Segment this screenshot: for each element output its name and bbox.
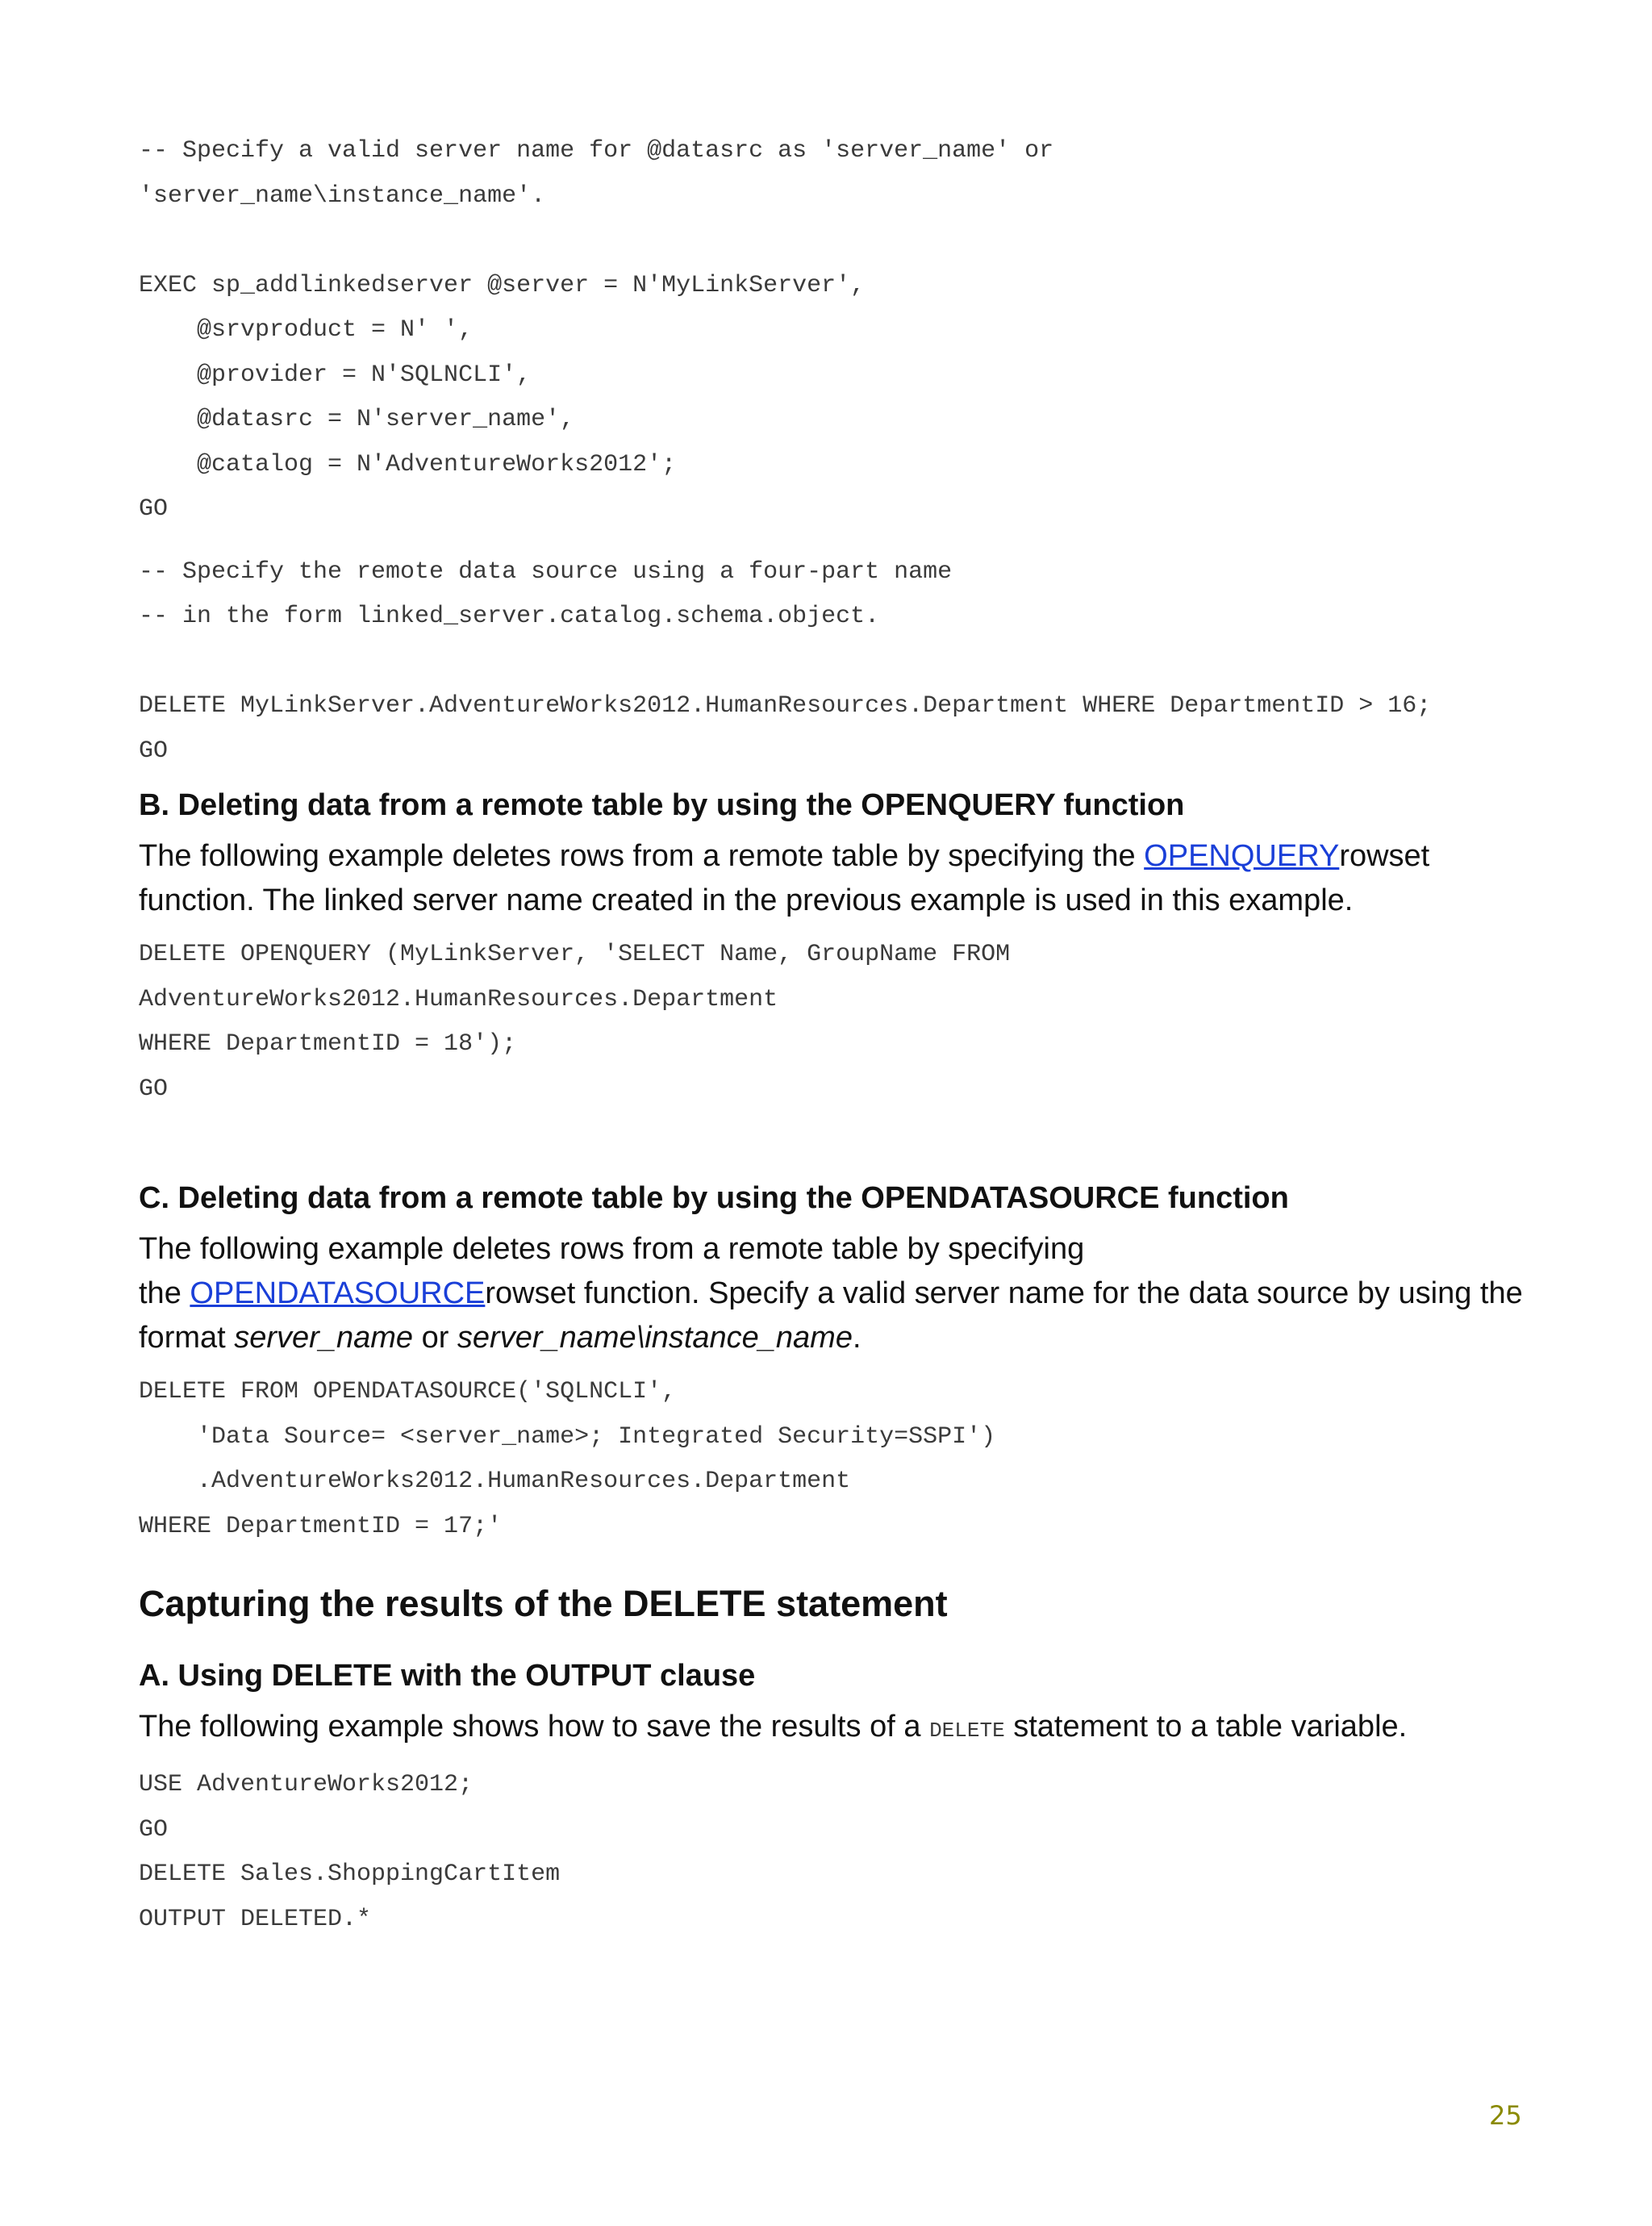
- linked-server-code-line: GO: [139, 495, 169, 523]
- linked-server-code-line: EXEC sp_addlinkedserver @server = N'MyLinkServer',: [139, 271, 866, 299]
- section-b-paragraph: [139, 834, 1526, 923]
- linked-server-code-line: @provider = N'SQLNCLI',: [139, 361, 532, 389]
- section-c-text-or: or: [413, 1321, 457, 1355]
- section-b-text-after: rowset function. The linked server name created in the previous example is used in this example.: [139, 839, 1430, 917]
- section-c-text-after: rowset function. Specify a valid server name for the data source by using the format: [139, 1276, 1523, 1355]
- page-number: 25: [1489, 2100, 1522, 2131]
- linked-server-code-line: @srvproduct = N' ',: [139, 316, 473, 344]
- output-text-after: statement to a table variable.: [1004, 1710, 1408, 1744]
- four-part-code-line: DELETE MyLinkServer.AdventureWorks2012.HumanResources.Department WHERE DepartmentID > 16;: [139, 692, 1432, 720]
- document-page: [139, 129, 1526, 1942]
- opendatasource-link[interactable]: OPENDATASOURCE: [190, 1276, 486, 1310]
- linked-server-code-line: 'server_name\instance_name'.: [139, 182, 546, 210]
- section-c-text-end: .: [852, 1321, 861, 1355]
- section-c-text-line1: The following example deletes rows from a remote table by specifying: [139, 1232, 1085, 1266]
- delete-inline-code: DELETE: [929, 1719, 1005, 1743]
- opendatasource-code-line: 'Data Source= <server_name>; Integrated Security=SSPI'): [139, 1422, 996, 1451]
- openquery-code-line: GO: [139, 1075, 169, 1103]
- output-code-line: GO: [139, 1815, 169, 1844]
- code-block-linked-server: [139, 129, 1526, 532]
- code-block-openquery: [139, 933, 1526, 1112]
- opendatasource-code-line: WHERE DepartmentID = 17;': [139, 1512, 503, 1540]
- section-b-heading: B. Deleting data from a remote table by using the OPENQUERY function: [139, 788, 1185, 822]
- section-c-heading: C. Deleting data from a remote table by using the OPENDATASOURCE function: [139, 1181, 1289, 1215]
- linked-server-code-line: @datasrc = N'server_name',: [139, 406, 575, 433]
- section-b-text-before: The following example deletes rows from a remote table by specifying the: [139, 839, 1145, 873]
- code-block-four-part-delete: [139, 550, 1526, 775]
- output-code-line: DELETE Sales.ShoppingCartItem: [139, 1861, 561, 1888]
- output-code-line: USE AdventureWorks2012;: [139, 1771, 473, 1798]
- opendatasource-code-line: .AdventureWorks2012.HumanResources.Department: [139, 1468, 851, 1495]
- section-c-text-the: the: [139, 1276, 190, 1310]
- server-name-italic: server_name: [234, 1321, 414, 1355]
- four-part-code-line: GO: [139, 737, 169, 765]
- linked-server-code-line: [139, 219, 1526, 264]
- openquery-code-line: DELETE OPENQUERY (MyLinkServer, 'SELECT Name, GroupName FROM: [139, 941, 1011, 968]
- four-part-code-line: -- in the form linked_server.catalog.schema.object.: [139, 603, 880, 630]
- openquery-code-line: AdventureWorks2012.HumanResources.Department: [139, 985, 778, 1013]
- server-instance-italic: server_name\instance_name: [457, 1321, 853, 1355]
- opendatasource-code-line: DELETE FROM OPENDATASOURCE('SQLNCLI',: [139, 1378, 677, 1405]
- section-c-paragraph: [139, 1227, 1526, 1360]
- linked-server-code-line: @catalog = N'AdventureWorks2012';: [139, 450, 677, 478]
- capturing-results-heading: Capturing the results of the DELETE statement: [139, 1583, 948, 1624]
- openquery-link[interactable]: OPENQUERY: [1144, 839, 1340, 873]
- code-block-opendatasource: [139, 1370, 1526, 1549]
- four-part-code-line: -- Specify the remote data source using a four-part name: [139, 558, 953, 586]
- output-code-line: OUTPUT DELETED.*: [139, 1905, 372, 1933]
- linked-server-code-line: -- Specify a valid server name for @datasrc as 'server_name' or: [139, 137, 1054, 165]
- four-part-code-line: [139, 640, 1526, 685]
- code-block-output: [139, 1763, 1526, 1942]
- output-clause-paragraph: [139, 1705, 1526, 1753]
- output-clause-heading: A. Using DELETE with the OUTPUT clause: [139, 1659, 756, 1693]
- openquery-code-line: WHERE DepartmentID = 18');: [139, 1030, 517, 1058]
- output-text-before: The following example shows how to save the results of a: [139, 1710, 930, 1744]
